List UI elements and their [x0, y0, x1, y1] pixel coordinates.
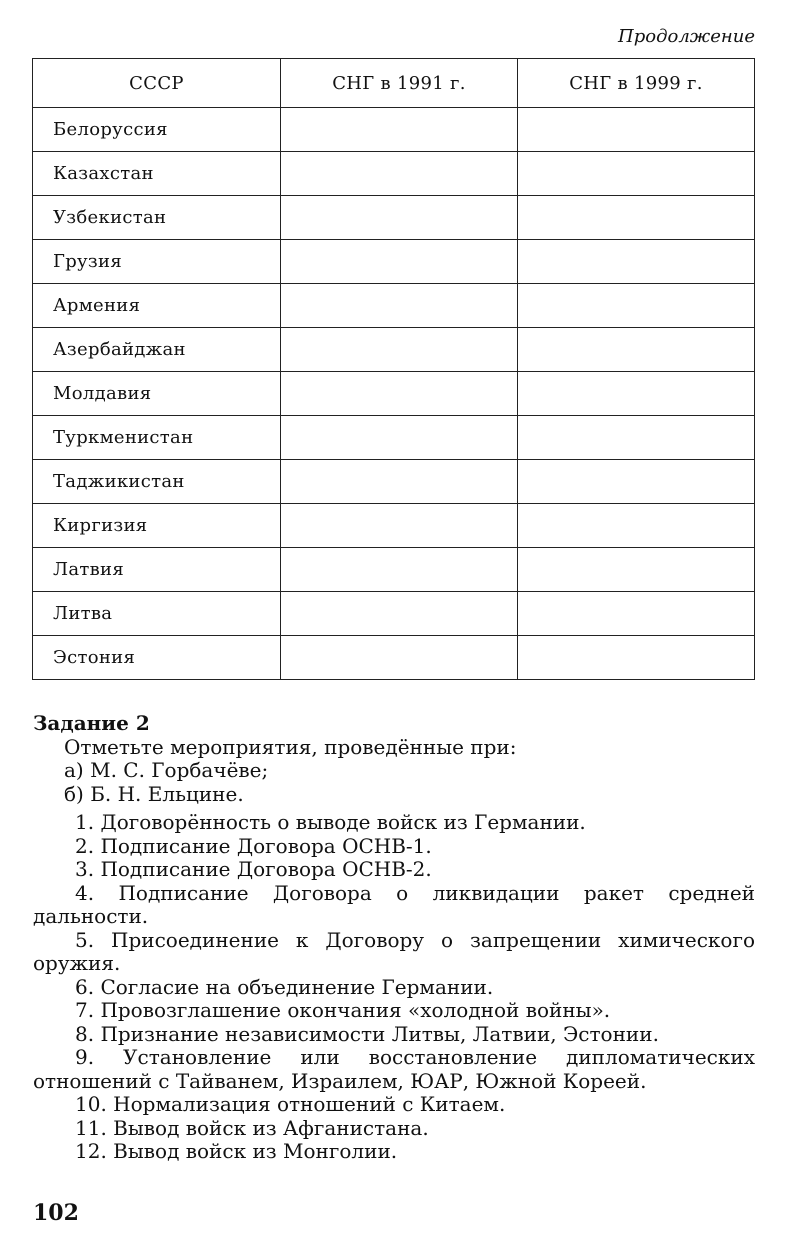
- cis-1999-cell[interactable]: [518, 240, 755, 284]
- table-row: [33, 504, 755, 548]
- country-cell: Таджикистан: [33, 460, 281, 504]
- task-title: Задание 2: [33, 711, 150, 735]
- column-header-ussr: СССР: [33, 59, 281, 108]
- list-item: 11. Вывод войск из Афганистана.: [75, 1115, 429, 1140]
- cis-1991-cell[interactable]: [281, 240, 518, 284]
- task-intro: Отметьте мероприятия, проведённые при:: [64, 734, 517, 759]
- cis-1999-cell[interactable]: [518, 548, 755, 592]
- cis-1999-cell[interactable]: [518, 328, 755, 372]
- task-items-list: [33, 811, 755, 1164]
- task-options: [33, 759, 755, 806]
- column-header-cis-1991: СНГ в 1991 г.: [281, 59, 518, 108]
- list-item: 12. Вывод войск из Монголии.: [75, 1139, 398, 1163]
- list-item: 1. Договорённость о выводе войск из Германии.: [75, 810, 586, 834]
- cis-1991-cell[interactable]: [281, 284, 518, 328]
- table-row: [33, 328, 755, 372]
- country-cell: Молдавия: [33, 372, 281, 416]
- cis-1991-cell[interactable]: [281, 416, 518, 460]
- list-item: 2. Подписание Договора ОСНВ-1.: [75, 833, 432, 858]
- cis-1991-cell[interactable]: [281, 504, 518, 548]
- cis-1999-cell[interactable]: [518, 504, 755, 548]
- page-number: 102: [33, 1200, 79, 1226]
- table-header-row: [33, 59, 755, 108]
- cis-1991-cell[interactable]: [281, 460, 518, 504]
- column-header-cis-1999: СНГ в 1999 г.: [518, 59, 755, 108]
- country-cell: Латвия: [33, 548, 281, 592]
- list-item: 8. Признание независимости Литвы, Латвии, Эстонии.: [75, 1021, 659, 1046]
- option-a: а) М. С. Горбачёве;: [64, 758, 269, 782]
- country-cell: Казахстан: [33, 152, 281, 196]
- country-cell: Азербайджан: [33, 328, 281, 372]
- table-row: [33, 460, 755, 504]
- table-row: [33, 372, 755, 416]
- cis-1999-cell[interactable]: [518, 108, 755, 152]
- list-item: 9. Установление или восстановление дипломатических отношений с Тайванем, Израилем, ЮАР, Южной Кореей.: [33, 1045, 755, 1093]
- table-body: [33, 108, 755, 680]
- country-cell: Белоруссия: [33, 108, 281, 152]
- cis-1991-cell[interactable]: [281, 196, 518, 240]
- cis-1999-cell[interactable]: [518, 416, 755, 460]
- table-row: [33, 108, 755, 152]
- cis-1991-cell[interactable]: [281, 372, 518, 416]
- cis-1999-cell[interactable]: [518, 636, 755, 680]
- list-item: 7. Провозглашение окончания «холодной войны».: [75, 998, 611, 1022]
- list-item: 10. Нормализация отношений с Китаем.: [75, 1092, 506, 1116]
- list-item: 4. Подписание Договора о ликвидации ракет средней дальности.: [33, 880, 755, 928]
- cis-1991-cell[interactable]: [281, 636, 518, 680]
- option-b: б) Б. Н. Ельцине.: [64, 781, 244, 806]
- country-cell: Узбекистан: [33, 196, 281, 240]
- cis-1991-cell[interactable]: [281, 548, 518, 592]
- table-row: [33, 240, 755, 284]
- cis-1991-cell[interactable]: [281, 592, 518, 636]
- table-row: [33, 196, 755, 240]
- cis-1999-cell[interactable]: [518, 152, 755, 196]
- cis-1999-cell[interactable]: [518, 372, 755, 416]
- table-row: [33, 548, 755, 592]
- cis-1991-cell[interactable]: [281, 152, 518, 196]
- cis-1999-cell[interactable]: [518, 284, 755, 328]
- country-cell: Литва: [33, 592, 281, 636]
- cis-1991-cell[interactable]: [281, 328, 518, 372]
- table-row: [33, 416, 755, 460]
- cis-1991-cell[interactable]: [281, 108, 518, 152]
- continued-label: Продолжение: [618, 26, 755, 47]
- table-row: [33, 152, 755, 196]
- cis-1999-cell[interactable]: [518, 592, 755, 636]
- country-cell: Киргизия: [33, 504, 281, 548]
- table-row: [33, 592, 755, 636]
- cis-1999-cell[interactable]: [518, 196, 755, 240]
- country-cell: Грузия: [33, 240, 281, 284]
- country-cell: Туркменистан: [33, 416, 281, 460]
- list-item: 6. Согласие на объединение Германии.: [75, 974, 494, 999]
- table-row: [33, 636, 755, 680]
- country-cell: Армения: [33, 284, 281, 328]
- task-2: [33, 712, 755, 1164]
- cis-1999-cell[interactable]: [518, 460, 755, 504]
- list-item: 3. Подписание Договора ОСНВ-2.: [75, 857, 432, 881]
- list-item: 5. Присоединение к Договору о запрещении химического оружия.: [33, 927, 755, 975]
- table-row: [33, 284, 755, 328]
- country-cell: Эстония: [33, 636, 281, 680]
- countries-table: [32, 58, 755, 680]
